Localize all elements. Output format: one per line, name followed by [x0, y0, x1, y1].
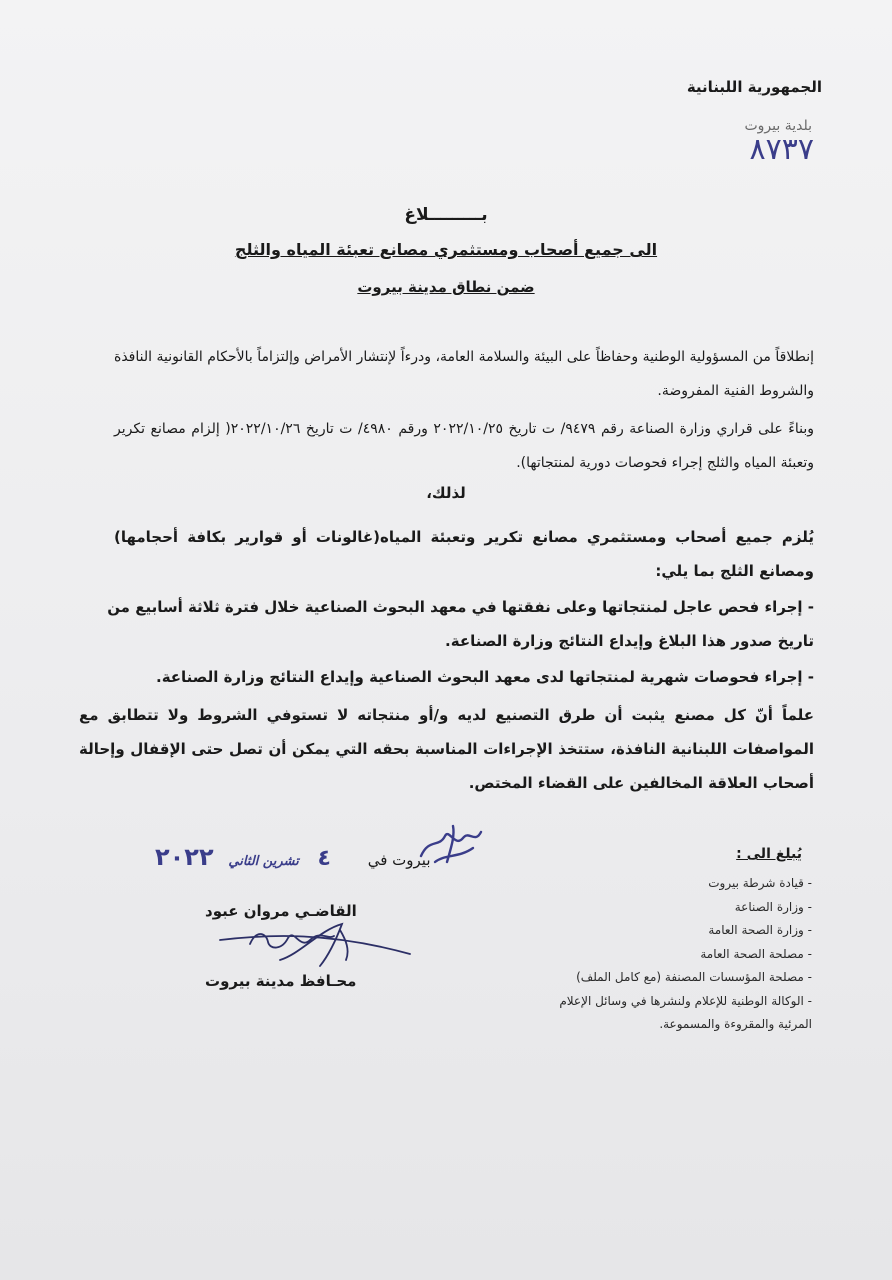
paragraph-preamble: إنطلاقاً من المسؤولية الوطنية وحفاظاً على البيئة والسلامة العامة، ودرءاً لإنتشار الأمراض وإلتزاماً بالأحكام القانونية النافذة والشروط الفنية المفروضة.: [114, 349, 814, 399]
signature-place: بيروت في: [367, 851, 431, 869]
signature-month: تشرين الثاني: [228, 854, 299, 869]
requirement-item: - إجراء فحوصات شهرية لمنتجاتها لدى معهد البحوث الصناعية وإيداع النتائج وزارة الصناعة.: [156, 668, 814, 686]
list-item: - الوكالة الوطنية للإعلام ولنشرها في وسائل الإعلام المرئية والمقروءة والمسموعة.: [522, 990, 812, 1037]
governor-signature-icon: [210, 910, 430, 978]
list-item: - مصلحة الصحة العامة: [522, 943, 812, 967]
signatory-governor: محـافظ مدينة بيروت: [205, 972, 357, 990]
list-item: - مصلحة المؤسسات المصنفة (مع كامل الملف): [522, 966, 812, 990]
municipality-header: بلدية بيروت: [744, 118, 812, 134]
registration-number: ٨٧٣٧: [749, 132, 814, 167]
paragraph-legal-basis: وبناءً على قراري وزارة الصناعة رقم ٩٤٧٩/ ت تاريخ ٢٠٢٢/١٠/٢٥ ورقم ٤٩٨٠/ ت تاريخ ٢٠٢٢/١٠/٢٦( إلزام مصانع تكرير وتعبئة المياه والثلج إجراء فحوصات دورية لمنتجاتها).: [114, 421, 815, 471]
signature-day: ٤: [317, 846, 331, 871]
list-item: - وزارة الصحة العامة: [522, 919, 812, 943]
distribution-title: يُبلغ الى :: [736, 846, 802, 862]
document-subtitle-scope: ضمن نطاق مدينة بيروت: [357, 278, 535, 296]
paragraph-obligation: يُلزم جميع أصحاب ومستثمري مصانع تكرير وتعبئة المياه(غالونات أو قوارير بكافة أحجامها) ومصانع الثلج بما يلي:: [114, 528, 814, 580]
document-title: بـــــــــلاغ: [404, 205, 488, 225]
paragraph-penalty: علماً أنّ كل مصنع يثبت أن طرق التصنيع لديه و/أو منتجاته لا تستوفي الشروط ولا تتطابق مع المواصفات اللبنانية النافذة، ستتخذ الإجراءات المناسبة بحقه التي يمكن أن تصل حتى الإقفال وإحالة أصحاب العلاقة المخالفين على القضاء المختص.: [79, 706, 814, 792]
signatory-judge: القاضـي مروان عبود: [205, 902, 357, 920]
document-subtitle-recipients: الى جميع أصحاب ومستثمري مصانع تعبئة المياه والثلج: [234, 240, 658, 259]
handwritten-initial-icon: [415, 818, 487, 870]
signature-year: ٢٠٢٢: [155, 843, 214, 871]
republic-header: الجمهورية اللبنانية: [686, 78, 822, 96]
list-item: - وزارة الصناعة: [522, 896, 812, 920]
distribution-list: [522, 872, 812, 1037]
requirement-item: - إجراء فحص عاجل لمنتجاتها وعلى نفقتها في معهد البحوث الصناعية خلال فترة ثلاثة أسابيع من تاريخ صدور هذا البلاغ وإيداع النتائج وزارة الصناعة.: [107, 598, 814, 650]
signature-date-line: [155, 843, 431, 871]
list-item: - قيادة شرطة بيروت: [522, 872, 812, 896]
therefore-heading: لذلك،: [426, 484, 466, 502]
